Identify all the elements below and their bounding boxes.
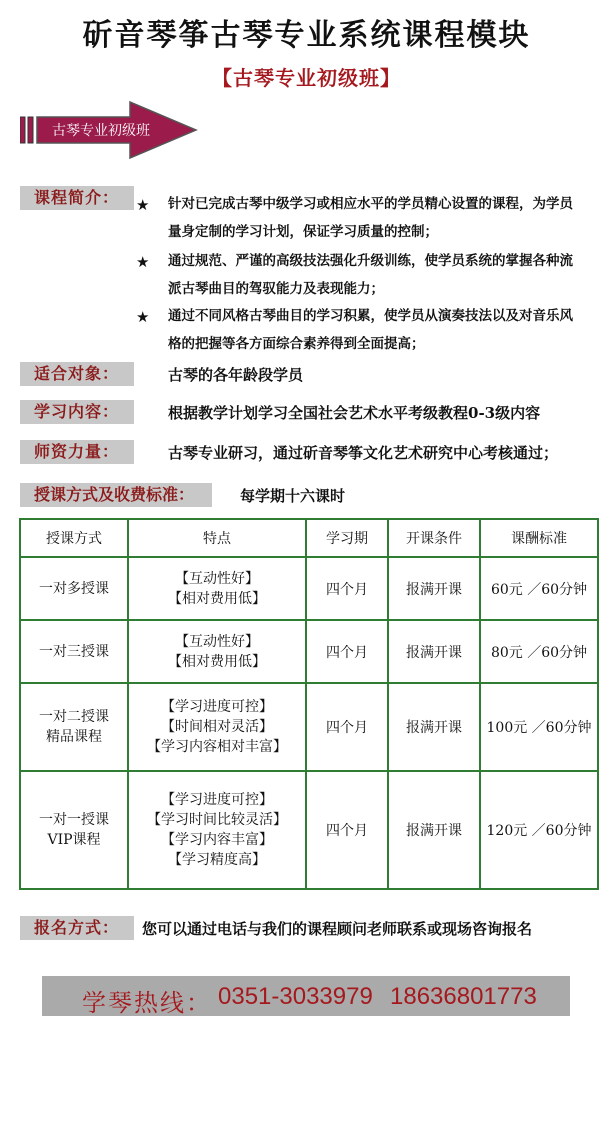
signup-label: 报名方式：	[20, 916, 134, 940]
arrow-badge-label: 古琴专业初级班	[52, 123, 150, 139]
mode-cell: 一对三授课	[20, 620, 128, 683]
price-cell: 80元 ／60分钟	[480, 620, 598, 683]
table-header: 开课条件	[388, 519, 480, 557]
table-row	[20, 683, 598, 771]
table-header: 学习期	[306, 519, 388, 557]
features-cell: 【互动性好】 【相对费用低】	[128, 620, 306, 683]
intro-label: 课程简介：	[20, 186, 134, 210]
content-value: 根据教学计划学习全国社会艺术水平考级教程0-3级内容	[168, 404, 541, 422]
fees-note: 每学期十六课时	[240, 487, 346, 505]
table-row	[20, 771, 598, 889]
audience-value: 古琴的各年龄段学员	[168, 366, 304, 384]
mode-cell: 一对一授课 VIP课程	[20, 771, 128, 889]
intro-item-2-line1: 通过规范、严谨的高级技法强化升级训练，使学员系统的掌握各种流	[168, 253, 573, 269]
audience-label: 适合对象：	[20, 362, 134, 386]
table-header-row	[20, 519, 598, 557]
features-cell: 【互动性好】 【相对费用低】	[128, 557, 306, 620]
hotline-label: 学琴热线：	[82, 989, 212, 1017]
mode-cell: 一对二授课 精品课程	[20, 683, 128, 771]
price-cell: 120元 ／60分钟	[480, 771, 598, 889]
features-cell: 【学习进度可控】 【时间相对灵活】 【学习内容相对丰富】	[128, 683, 306, 771]
features-cell: 【学习进度可控】 【学习时间比较灵活】 【学习内容丰富】 【学习精度高】	[128, 771, 306, 889]
table-header: 授课方式	[20, 519, 128, 557]
intro-item-2-line2: 派古琴曲目的驾驭能力及表现能力；	[168, 281, 384, 297]
intro-item-1-line2: 量身定制的学习计划，保证学习质量的控制；	[168, 224, 438, 240]
intro-item-3-line1: 通过不同风格古琴曲目的学习积累，使学员从演奏技法以及对音乐风	[168, 308, 573, 324]
table-row	[20, 557, 598, 620]
page-title: 斫音琴筝古琴专业系统课程模块	[82, 18, 531, 53]
intro-item-3-line2: 格的把握等各方面综合素养得到全面提高；	[168, 336, 425, 352]
period-cell: 四个月	[306, 683, 388, 771]
period-cell: 四个月	[306, 557, 388, 620]
condition-cell: 报满开课	[388, 683, 480, 771]
page-subtitle: 【古琴专业初级班】	[212, 66, 401, 90]
period-cell: 四个月	[306, 771, 388, 889]
hotline-phone-2[interactable]: 18636801773	[390, 983, 537, 1010]
content-label: 学习内容：	[20, 400, 134, 424]
table-header: 特点	[128, 519, 306, 557]
table-header: 课酬标准	[480, 519, 598, 557]
hotline-phone-1[interactable]: 0351-3033979	[218, 983, 373, 1010]
star-icon: ★	[136, 196, 150, 214]
table-row	[20, 620, 598, 683]
signup-value: 您可以通过电话与我们的课程顾问老师联系或现场咨询报名	[142, 920, 533, 938]
condition-cell: 报满开课	[388, 557, 480, 620]
period-cell: 四个月	[306, 620, 388, 683]
price-cell: 60元 ／60分钟	[480, 557, 598, 620]
condition-cell: 报满开课	[388, 620, 480, 683]
teachers-label: 师资力量：	[20, 440, 134, 464]
star-icon: ★	[136, 253, 150, 271]
intro-item-1-line1: 针对已完成古琴中级学习或相应水平的学员精心设置的课程，为学员	[168, 196, 573, 212]
fees-table	[19, 518, 599, 890]
mode-cell: 一对多授课	[20, 557, 128, 620]
teachers-value: 古琴专业研习，通过斫音琴筝文化艺术研究中心考核通过；	[168, 444, 559, 462]
star-icon: ★	[136, 308, 150, 326]
price-cell: 100元 ／60分钟	[480, 683, 598, 771]
condition-cell: 报满开课	[388, 771, 480, 889]
fees-label: 授课方式及收费标准：	[20, 483, 212, 507]
